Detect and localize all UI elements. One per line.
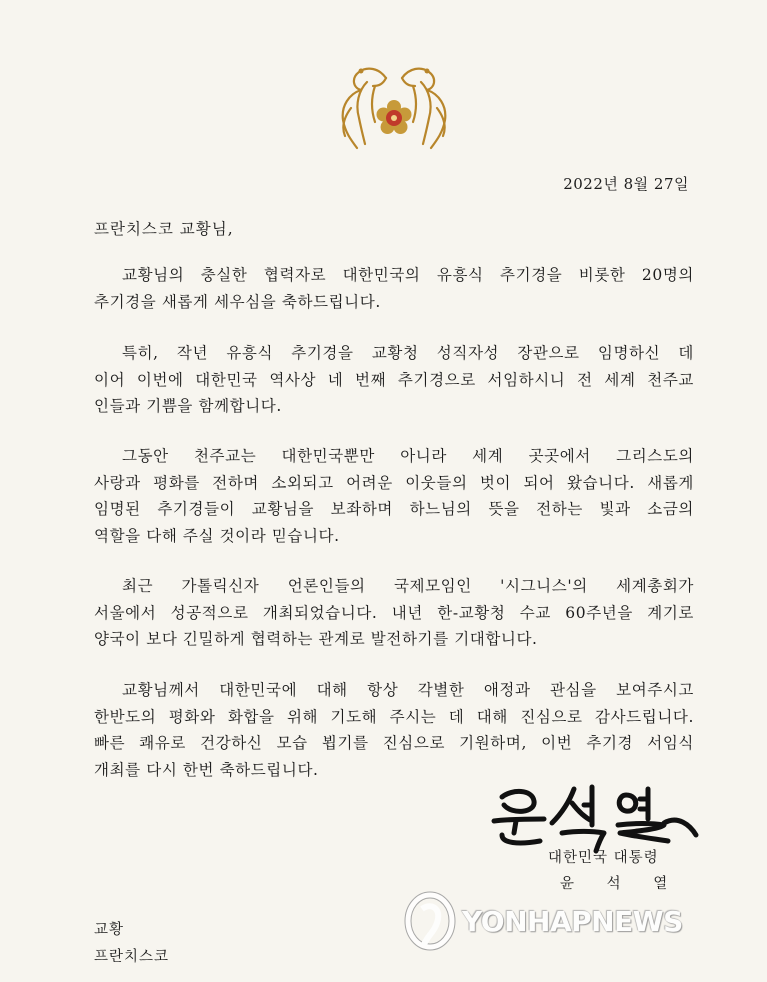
text-line: 인들과 기쁨을 함께합니다. (94, 397, 282, 415)
text-line: 서울에서 성공적으로 개최되었습니다. 내년 한-교황청 수교 60주년을 계기로 (94, 603, 694, 622)
paragraph-1 (94, 262, 694, 315)
text-line: 이어 이번에 대한민국 역사상 네 번째 추기경으로 서임하시니 전 세계 천주교 (94, 370, 694, 389)
letter-date: 2022년 8월 27일 (563, 175, 689, 193)
text-line: 양국이 보다 긴밀하게 협력하는 관계로 발전하기를 기대합니다. (94, 630, 538, 648)
paragraph-4 (94, 573, 694, 653)
paragraph-2 (94, 340, 694, 420)
text-line: 추기경을 새롭게 세우심을 축하드립니다. (94, 292, 381, 311)
presidential-phoenix-emblem-icon (331, 60, 457, 152)
paragraph-5 (94, 677, 694, 783)
text-line: 한반도의 평화와 화합을 위해 기도해 주시는 데 대해 진심으로 감사드립니다. (94, 707, 694, 726)
salutation: 프란치스코 교황님, (94, 220, 234, 238)
text-line: 최근 가톨릭신자 언론인들의 국제모임인 '시그니스'의 세계총회가 (122, 577, 694, 595)
text-line: 빠른 쾌유로 건강하신 모습 뵙기를 진심으로 기원하며, 이번 추기경 서임식 (94, 734, 694, 752)
text-line: 교황님께서 대한민국에 대해 항상 각별한 애정과 관심을 보여주시고 (122, 681, 694, 699)
text-line: 그동안 천주교는 대한민국뿐만 아니라 세계 곳곳에서 그리스도의 (122, 447, 694, 465)
text-line: 사랑과 평화를 전하며 소외되고 어려운 이웃들의 벗이 되어 왔습니다. 새롭게 (94, 473, 694, 492)
signer-title: 대한민국 대통령 (548, 850, 659, 866)
text-line: 개최를 다시 한번 축하드립니다. (94, 760, 319, 779)
paragraph-3 (94, 443, 694, 549)
recipient-line: 프란치스코 (94, 949, 170, 965)
handwritten-signature (488, 775, 703, 855)
text-line: 역할을 다해 주실 것이라 믿습니다. (94, 526, 340, 545)
text-line: 교황님의 충실한 협력자로 대한민국의 유흥식 추기경을 비롯한 20명의 (122, 266, 694, 284)
watermark-text: YONHAPNEWS (462, 905, 683, 938)
signer-name: 윤 석 열 (560, 876, 682, 892)
yonhap-watermark (400, 887, 730, 957)
text-line: 임명된 추기경들이 교황님을 보좌하며 하느님의 뜻을 전하는 빛과 소금의 (94, 500, 694, 518)
yonhap-logo-icon (400, 889, 460, 953)
text-line: 특히, 작년 유흥식 추기경을 교황청 성직자성 장관으로 임명하신 데 (122, 344, 694, 362)
recipient-line: 교황 (94, 922, 125, 938)
recipient-block (94, 917, 169, 971)
